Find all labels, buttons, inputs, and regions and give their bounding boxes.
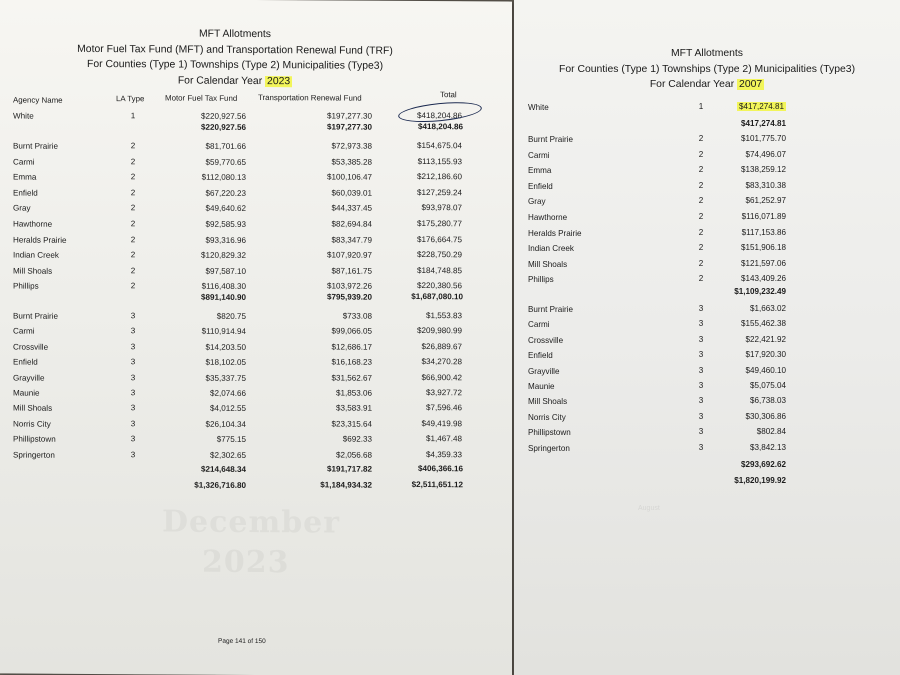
right-year-highlight: 2007 [739, 79, 763, 90]
r-municipal-row-name: Enfield [528, 351, 553, 361]
township-row-name: Burnt Prairie [13, 141, 58, 151]
township-row-total: $154,675.04 [416, 140, 462, 151]
township-row-name: Mill Shoals [13, 266, 53, 276]
r-township-row-name: Indian Creek [528, 244, 574, 254]
township-row-type: 2 [130, 219, 136, 229]
municipal-row-type: 3 [130, 342, 136, 352]
right-title-year-line [514, 77, 900, 93]
township-row-type: 2 [130, 250, 136, 260]
municipal-row-trf: $3,583.91 [335, 403, 372, 414]
r-township-row-name: Mill Shoals [528, 259, 568, 269]
r-municipal-row-total: $49,460.10 [745, 365, 786, 375]
municipal-row-name: Grayville [13, 373, 45, 383]
r-township-row-name: Hawthorne [528, 213, 568, 222]
township-subtotal-mft: $891,140.90 [200, 292, 246, 302]
r-grand-total: $1,820,199.92 [734, 476, 786, 485]
township-row-total: $176,664.75 [416, 234, 462, 244]
township-row-trf: $103,972.26 [326, 281, 372, 292]
right-title-line-2: For Counties (Type 1) Townships (Type 2) Municipalities (Type3) [558, 63, 856, 75]
county-row-name: White [13, 111, 34, 121]
r-municipal-row-name: Mill Shoals [528, 397, 568, 407]
municipal-row-total: $3,927.72 [425, 388, 462, 398]
municipal-row-trf: $16,168.23 [331, 357, 372, 367]
r-municipal-subtotal: $293,692.62 [740, 460, 786, 469]
township-row-name: Indian Creek [13, 250, 59, 260]
township-row-mft: $112,080.13 [201, 172, 246, 183]
township-row-type: 2 [130, 234, 136, 244]
municipal-row-type: 3 [130, 388, 136, 398]
left-title [0, 25, 470, 90]
r-township-row-name: Emma [528, 166, 552, 176]
township-row-total: $228,750.29 [416, 250, 462, 260]
township-row-mft: $120,829.32 [200, 250, 246, 261]
r-municipal-row-total: $22,421.92 [745, 334, 786, 344]
township-row-mft: $93,316.96 [205, 235, 246, 245]
r-township-row-total: $143,409.26 [740, 274, 786, 284]
r-township-row-type: 2 [698, 227, 704, 237]
header-trf: Transportation Renewal Fund [258, 93, 362, 103]
municipal-row-total: $26,889.67 [421, 341, 462, 352]
township-row-mft: $92,585.93 [205, 219, 246, 229]
municipal-row-total: $209,980.99 [416, 326, 462, 336]
municipal-row-mft: $4,012.55 [209, 404, 246, 414]
township-row-type: 2 [130, 172, 136, 182]
r-county-row-total [696, 102, 786, 111]
r-municipal-row-total: $6,738.03 [749, 396, 786, 406]
county-row-trf: $197,277.30 [326, 111, 372, 121]
township-row-type: 2 [130, 266, 136, 276]
township-row-trf: $87,161.75 [331, 266, 372, 276]
county-row-mft: $220,927.56 [200, 111, 246, 121]
r-township-row-total: $83,310.38 [745, 180, 786, 190]
right-year-prefix: For Calendar Year [649, 79, 738, 90]
municipal-row-type: 3 [130, 434, 136, 444]
r-municipal-row-name: Grayville [528, 366, 560, 376]
left-title-line-2: Motor Fuel Tax Fund (MFT) and Transportation Renewal Fund (TRF) [77, 43, 393, 57]
r-township-row-type: 2 [698, 274, 704, 284]
municipal-row-mft: $110,914.94 [201, 327, 246, 337]
municipal-row-total: $7,596.46 [425, 403, 462, 413]
page-number: Page 141 of 150 [218, 637, 266, 646]
municipal-row-trf: $31,562.67 [331, 373, 372, 383]
municipal-row-name: Springerton [13, 450, 55, 460]
r-township-row-total: $74,496.07 [745, 149, 786, 159]
township-subtotal-total: $1,687,080.10 [411, 291, 463, 302]
municipal-row-name: Norris City [13, 419, 51, 429]
township-row-mft: $59,770.65 [205, 157, 246, 167]
municipal-row-name: Maunie [13, 388, 40, 398]
municipal-row-type: 3 [130, 403, 136, 413]
header-total: Total [440, 90, 457, 100]
municipal-row-name: Crossville [13, 342, 49, 352]
municipal-row-mft: $26,104.34 [205, 419, 246, 429]
municipal-row-total: $49,419.98 [421, 418, 462, 429]
r-township-row-type: 2 [698, 243, 704, 253]
municipal-row-total: $1,467.48 [425, 434, 462, 444]
r-municipal-row-total: $3,842.13 [749, 442, 786, 452]
r-municipal-row-name: Springerton [528, 443, 570, 453]
township-row-trf: $53,385.28 [331, 157, 372, 167]
right-title-line-1: MFT Allotments [671, 48, 743, 59]
municipal-row-name: Burnt Prairie [13, 311, 58, 321]
r-municipal-row-type: 3 [698, 381, 704, 390]
r-township-row-name: Burnt Prairie [528, 135, 573, 144]
left-title-line-3: For Counties (Type 1) Townships (Type 2) Municipalities (Type3) [86, 58, 384, 72]
township-row-mft: $49,640.62 [205, 204, 246, 214]
r-township-row-total: $138,259.12 [740, 165, 786, 175]
show-through-year: 2023 [202, 544, 290, 581]
r-county-subtotal: $417,274.81 [740, 119, 786, 128]
municipal-row-type: 3 [130, 449, 136, 459]
r-municipal-row-total: $5,075.04 [749, 381, 786, 390]
county-row-type: 1 [130, 111, 136, 121]
show-through-text-right: August [638, 505, 660, 512]
r-municipal-row-type: 3 [698, 319, 704, 329]
r-township-row-type: 2 [698, 258, 704, 268]
r-municipal-row-total: $17,920.30 [745, 350, 786, 360]
r-municipal-row-name: Maunie [528, 382, 555, 391]
r-county-row-type: 1 [698, 102, 704, 111]
municipal-row-mft: $2,074.66 [209, 388, 246, 398]
header-la-type: LA Type [116, 94, 145, 104]
township-row-name: Carmi [13, 157, 35, 167]
r-municipal-row-type: 3 [698, 411, 704, 421]
r-township-row-type: 2 [698, 180, 704, 190]
municipal-subtotal-mft: $214,648.34 [200, 464, 246, 474]
r-municipal-row-type: 3 [698, 350, 704, 360]
municipal-row-name: Carmi [13, 326, 35, 337]
r-municipal-row-total: $30,306.86 [745, 411, 786, 421]
grand-total-mft: $1,326,716.80 [194, 480, 246, 490]
municipal-row-mft: $775.15 [216, 434, 246, 445]
r-municipal-row-type: 3 [698, 442, 704, 452]
r-township-row-type: 2 [698, 165, 704, 175]
show-through-text: December [162, 504, 341, 541]
township-row-trf: $60,039.01 [331, 188, 372, 198]
r-municipal-row-type: 3 [698, 427, 704, 437]
county-subtotal-mft: $220,927.56 [200, 122, 246, 132]
municipal-row-trf: $23,315.64 [331, 419, 372, 429]
r-township-row-name: Heralds Prairie [528, 228, 582, 238]
r-municipal-row-total: $802.84 [756, 427, 786, 437]
left-year-prefix: For Calendar Year [177, 75, 266, 87]
municipal-row-mft: $35,337.75 [205, 373, 246, 383]
grand-total-trf: $1,184,934.32 [320, 480, 372, 490]
r-municipal-row-type: 3 [698, 365, 704, 375]
r-township-row-type: 2 [698, 134, 704, 143]
grand-total-total: $2,511,651.12 [411, 479, 463, 490]
r-township-row-total: $117,153.86 [741, 227, 786, 237]
r-township-row-type: 2 [698, 212, 704, 221]
right-title [514, 46, 900, 93]
header-agency-name: Agency Name [13, 95, 63, 105]
municipal-row-type: 3 [130, 311, 136, 321]
municipal-row-total: $4,359.33 [425, 449, 462, 459]
township-row-mft: $116,408.30 [201, 282, 246, 292]
township-row-trf: $82,694.84 [331, 219, 372, 229]
r-township-row-type: 2 [698, 149, 704, 159]
township-row-name: Heralds Prairie [13, 235, 67, 245]
municipal-row-mft: $2,302.65 [209, 450, 246, 460]
municipal-row-name: Enfield [13, 357, 38, 367]
r-municipal-row-total: $1,663.02 [749, 304, 786, 313]
municipal-row-trf: $1,853.06 [335, 388, 372, 398]
left-year-highlight: 2023 [267, 75, 291, 87]
county-subtotal-trf: $197,277.30 [326, 122, 372, 132]
township-row-name: Emma [13, 172, 37, 182]
left-title-line-1: MFT Allotments [199, 28, 271, 41]
township-row-name: Hawthorne [13, 219, 53, 229]
r-township-row-total: $116,071.89 [741, 212, 786, 221]
township-row-name: Phillips [13, 281, 39, 292]
municipal-subtotal-trf: $191,717.82 [326, 464, 372, 474]
township-row-type: 2 [130, 188, 136, 198]
township-row-name: Enfield [13, 188, 38, 198]
county-row-total: $418,204.86 [416, 110, 462, 121]
r-township-subtotal: $1,109,232.49 [734, 287, 786, 296]
r-township-row-name: Gray [528, 197, 546, 207]
municipal-row-name: Phillipstown [13, 434, 56, 444]
municipal-row-total: $34,270.28 [421, 357, 462, 367]
r-municipal-row-name: Phillipstown [528, 428, 571, 438]
township-subtotal-trf: $795,939.20 [326, 292, 372, 302]
r-municipal-row-name: Burnt Prairie [528, 305, 573, 314]
r-township-row-total: $151,906.18 [740, 243, 786, 253]
r-township-row-total: $61,252.97 [745, 196, 786, 206]
left-title-year-line [0, 72, 470, 90]
r-municipal-row-type: 3 [698, 396, 704, 406]
county-subtotal-total: $418,204.86 [417, 121, 463, 132]
township-row-trf: $107,920.97 [326, 250, 372, 260]
r-township-row-name: Enfield [528, 181, 553, 191]
township-row-total: $212,186.60 [416, 172, 462, 182]
municipal-row-total: $1,553.83 [425, 311, 462, 321]
municipal-row-mft: $820.75 [216, 311, 246, 321]
r-county-row-name: White [528, 103, 549, 112]
municipal-row-trf: $2,056.68 [335, 450, 372, 460]
r-township-row-name: Phillips [528, 275, 554, 285]
r-township-row-name: Carmi [528, 150, 550, 160]
r-municipal-row-total: $155,462.38 [740, 319, 786, 329]
township-row-trf: $44,337.45 [331, 203, 372, 214]
r-township-row-type: 2 [698, 196, 704, 206]
r-municipal-row-type: 3 [698, 304, 704, 313]
township-row-total: $220,380.56 [416, 281, 462, 291]
township-row-type: 2 [130, 281, 136, 291]
r-municipal-row-name: Norris City [528, 412, 566, 422]
township-row-total: $175,280.77 [416, 218, 462, 229]
r-township-row-total: $101,775.70 [740, 134, 786, 143]
township-row-total: $127,259.24 [416, 187, 462, 198]
township-row-name: Gray [13, 203, 31, 214]
municipal-row-type: 3 [130, 326, 136, 336]
township-row-mft: $81,701.66 [205, 141, 246, 151]
municipal-row-trf: $733.08 [342, 311, 372, 321]
township-row-type: 2 [130, 156, 136, 166]
township-row-type: 2 [130, 141, 136, 151]
municipal-row-type: 3 [130, 372, 136, 382]
township-row-total: $113,155.93 [417, 156, 462, 166]
township-row-trf: $100,106.47 [326, 172, 372, 182]
r-municipal-row-type: 3 [698, 334, 704, 344]
right-page [514, 0, 900, 675]
r-township-row-total: $121,597.06 [740, 258, 786, 268]
township-row-total: $93,978.07 [421, 203, 462, 213]
township-row-mft: $67,220.23 [205, 188, 246, 198]
r-municipal-row-name: Carmi [528, 320, 550, 330]
municipal-row-mft: $18,102.05 [205, 357, 246, 368]
municipal-row-trf: $12,686.17 [331, 342, 372, 352]
township-row-total: $184,748.85 [416, 265, 462, 276]
township-row-type: 2 [130, 203, 136, 213]
township-row-trf: $72,973.38 [331, 141, 372, 151]
township-row-mft: $97,587.10 [205, 266, 246, 276]
municipal-row-trf: $99,066.05 [331, 326, 372, 337]
municipal-subtotal-total: $406,366.16 [417, 463, 463, 474]
municipal-row-total: $66,900.42 [421, 372, 462, 382]
municipal-row-trf: $692.33 [342, 434, 372, 444]
township-row-trf: $83,347.79 [331, 235, 372, 245]
municipal-row-type: 3 [130, 357, 136, 367]
r-municipal-row-name: Crossville [528, 335, 564, 345]
header-mft: Motor Fuel Tax Fund [165, 93, 238, 103]
municipal-row-mft: $14,203.50 [205, 342, 246, 352]
municipal-row-type: 3 [130, 419, 136, 429]
right-total-highlight: $417,274.81 [738, 102, 784, 111]
municipal-row-name: Mill Shoals [13, 403, 53, 414]
